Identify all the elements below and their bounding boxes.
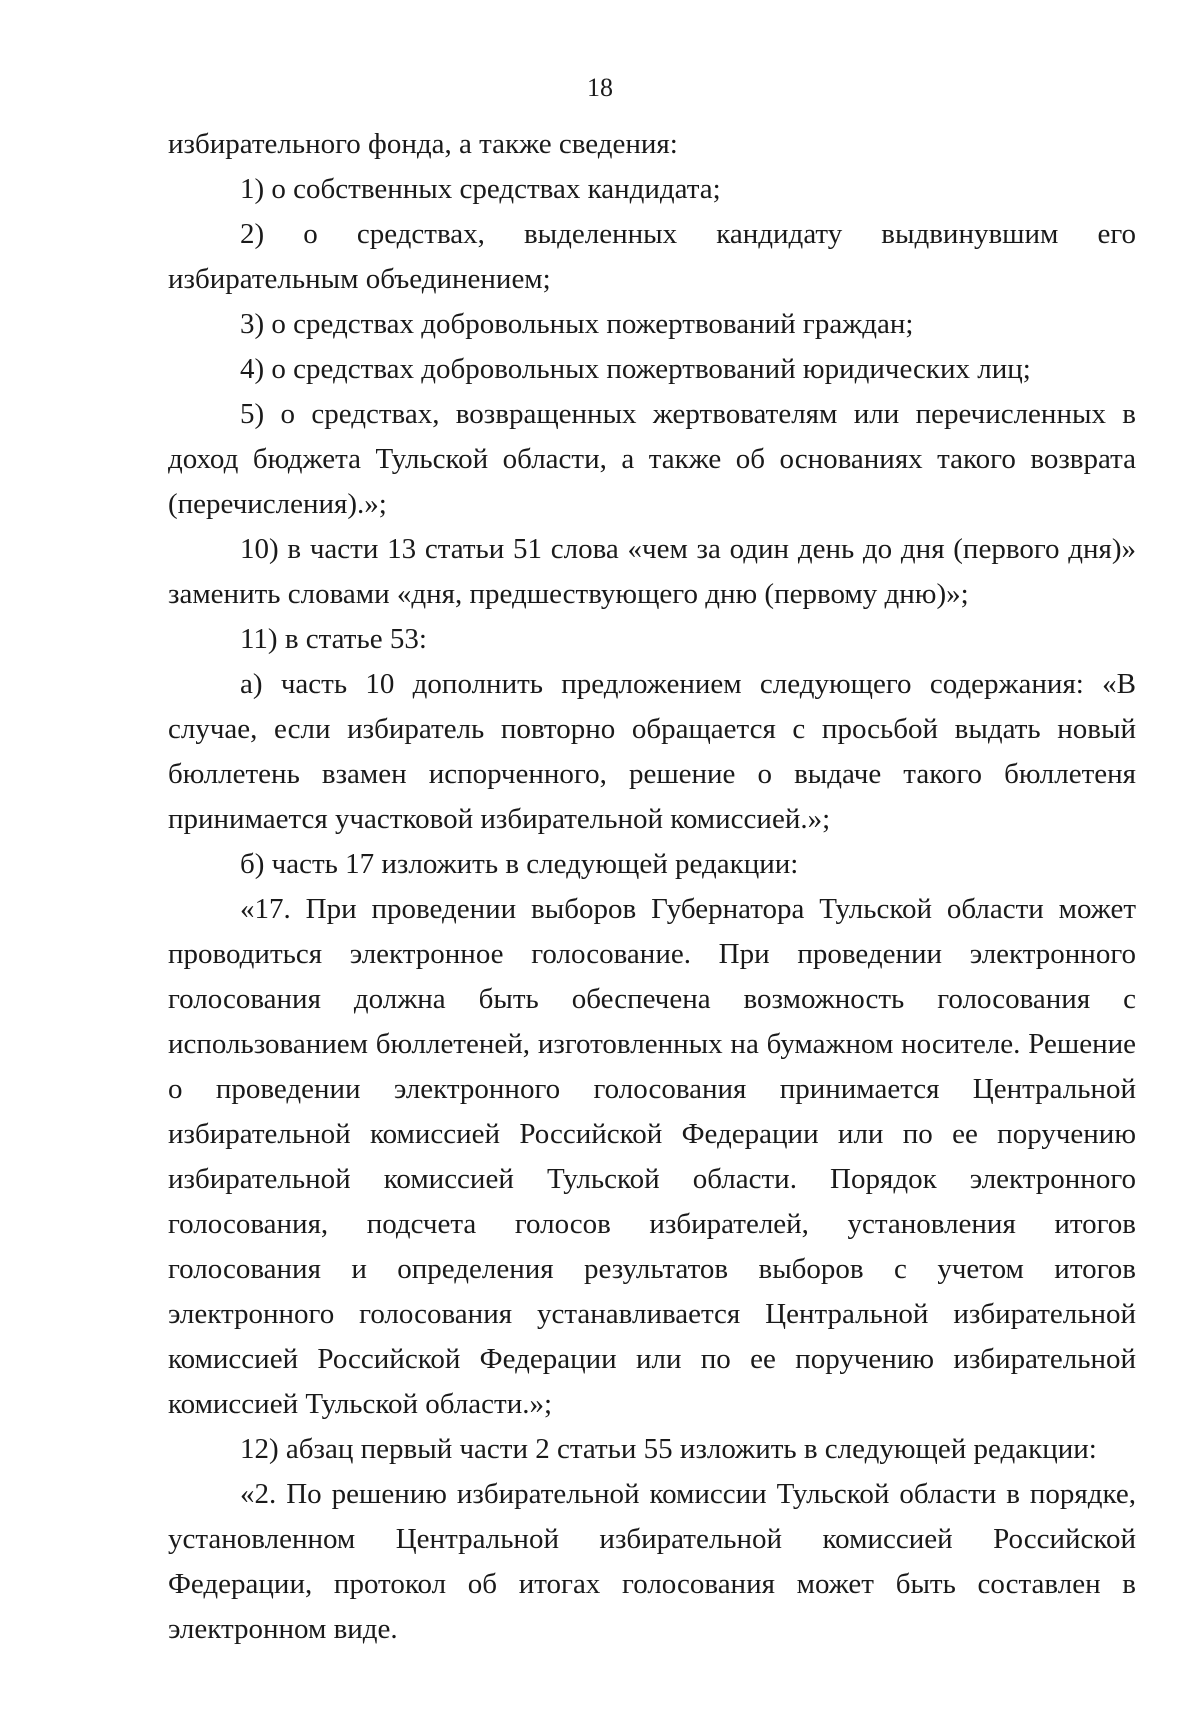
paragraph: избирательного фонда, а также сведения: [168, 128, 678, 160]
paragraph: 2) о средствах, выделенных кандидату выдвинувшим его избирательным объединением; [168, 218, 1136, 295]
paragraph: 4) о средствах добровольных пожертвований юридических лиц; [240, 353, 1031, 385]
paragraph: а) часть 10 дополнить предложением следующего содержания: «В случае, если избиратель повторно обращается с просьбой выдать новый бюллетень взамен испорченного, решение о выдаче такого бюллетеня принимается участковой избирательной комиссией.»; [168, 668, 1136, 835]
page-number: 18 [587, 73, 613, 102]
paragraph: «2. По решению избирательной комиссии Тульской области в порядке, установленном Центральной избирательной комиссией Российской Федерации, протокол об итогах голосования может быть составлен в электронном виде. [168, 1478, 1136, 1645]
paragraph: «17. При проведении выборов Губернатора Тульской области может проводиться электронное голосование. При проведении электронного голосования должна быть обеспечена возможность голосования с использованием бюллетеней, изготовленных на бумажном носителе. Решение о проведении электронного голосования принимается Центральной избирательной комиссией Российской Федерации или по ее поручению избирательной комиссией Тульской области. Порядок электронного голосования, подсчета голосов избирателей, установления итогов голосования и определения результатов выборов с учетом итогов электронного голосования устанавливается Центральной избирательной комиссией Российской Федерации или по ее поручению избирательной комиссией Тульской области.»; [168, 893, 1136, 1420]
paragraph: 10) в части 13 статьи 51 слова «чем за один день до дня (первого дня)» заменить словами «дня, предшествующего дню (первому дню)»; [168, 533, 1136, 610]
paragraph: 3) о средствах добровольных пожертвований граждан; [240, 308, 914, 340]
paragraph: 11) в статье 53: [240, 623, 427, 655]
paragraph: б) часть 17 изложить в следующей редакции: [240, 848, 799, 880]
paragraph: 1) о собственных средствах кандидата; [240, 173, 721, 205]
paragraph: 12) абзац первый части 2 статьи 55 изложить в следующей редакции: [240, 1433, 1097, 1465]
paragraph: 5) о средствах, возвращенных жертвователям или перечисленных в доход бюджета Тульской области, а также об основаниях такого возврата (перечисления).»; [168, 398, 1136, 520]
document-body [168, 122, 1136, 1652]
